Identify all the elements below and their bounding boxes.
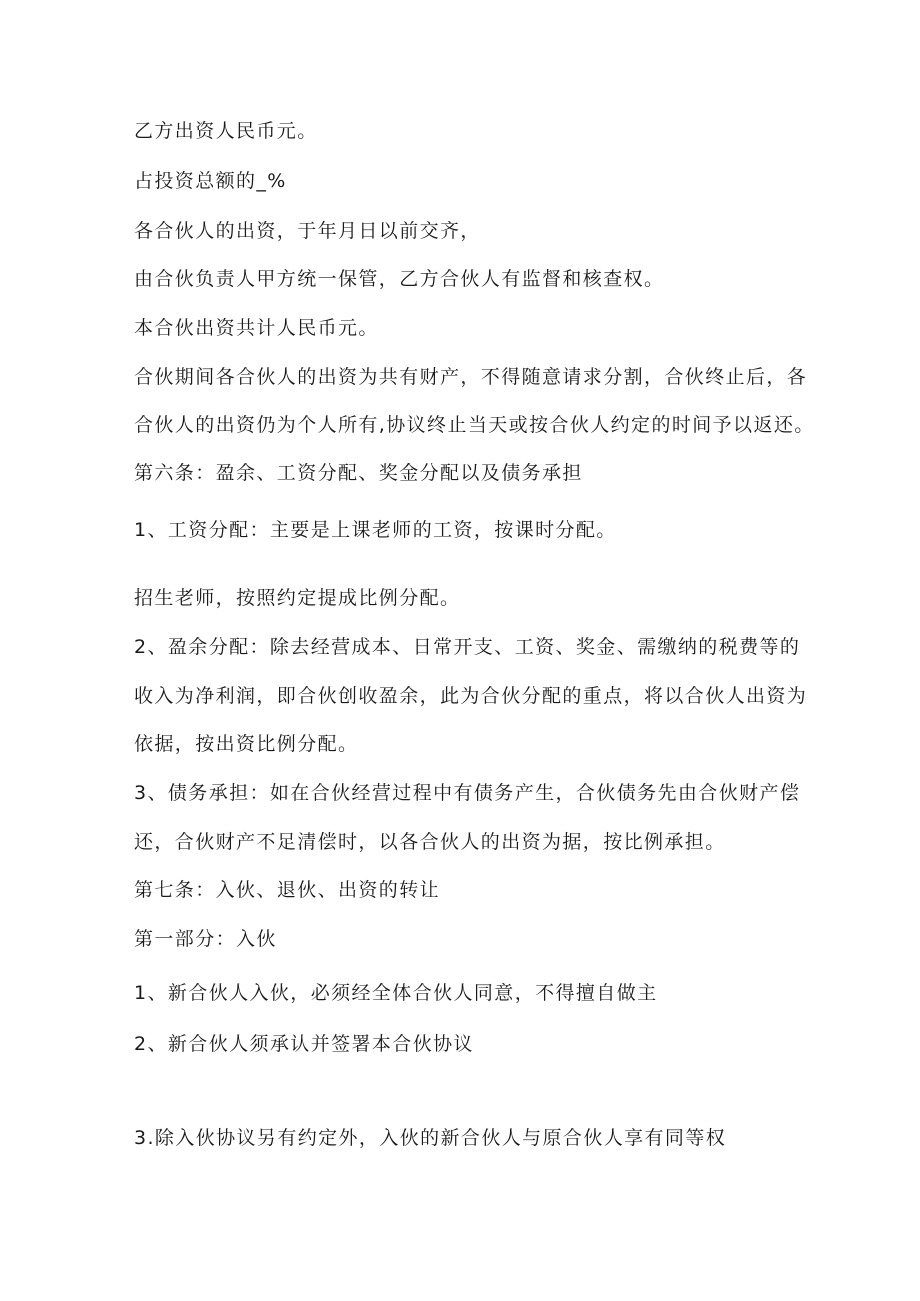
text-line: 合伙期间各合伙人的出资为共有财产，不得随意请求分割，合伙终止后，各 [134,366,808,388]
text-line: 2、新合伙人须承认并签署本合伙协议 [134,1033,474,1055]
subsection-heading: 第一部分：入伙 [134,928,277,950]
text-line: 招生老师，按照约定提成比例分配。 [134,587,461,609]
text-line: 本合伙出资共计人民币元。 [134,317,379,339]
text-line: 还，合伙财产不足清偿时，以各合伙人的出资为据，按比例承担。 [134,831,726,853]
text-line: 占投资总额的_% [134,170,287,192]
text-line: 由合伙负责人甲方统一保管，乙方合伙人有监督和核查权。 [134,268,665,290]
text-line: 依据，按出资比例分配。 [134,733,359,755]
text-line: 1、新合伙人入伙，必须经全体合伙人同意，不得擅自做主 [134,982,658,1004]
text-line: 各合伙人的出资，于年月日以前交齐， [134,220,481,242]
text-line: 收入为净利润，即合伙创收盈余，此为合伙分配的重点，将以合伙人出资为 [134,685,808,707]
text-line: 3、债务承担：如在合伙经营过程中有债务产生，合伙债务先由合伙财产偿 [134,782,801,804]
text-line: 2、盈余分配：除去经营成本、日常开支、工资、奖金、需缴纳的税费等的 [134,636,801,658]
text-line: 1、工资分配：主要是上课老师的工资，按课时分配。 [134,519,617,541]
section-heading: 第六条：盈余、工资分配、奖金分配以及债务承担 [134,462,583,484]
text-line: 合伙人的出资仍为个人所有,协议终止当天或按合伙人约定的时间予以返还。 [134,414,815,436]
text-line: 3.除入伙协议另有约定外，入伙的新合伙人与原合伙人享有同等权 [134,1127,727,1149]
text-line: 乙方出资人民币元。 [134,120,318,142]
section-heading: 第七条：入伙、退伙、出资的转让 [134,879,441,901]
